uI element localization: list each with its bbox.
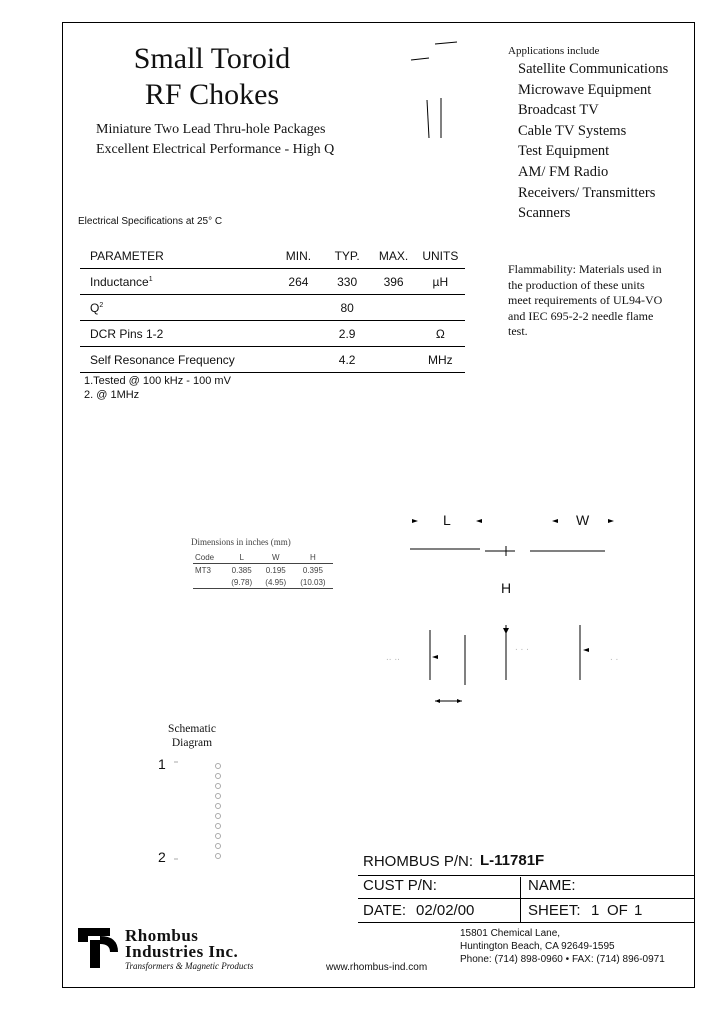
website-link[interactable]: www.rhombus-ind.com xyxy=(326,962,428,973)
flammability-note xyxy=(508,262,662,340)
divider xyxy=(358,898,695,899)
name-label: NAME: xyxy=(528,877,576,894)
subtitle-line-2: Excellent Electrical Performance - High Q xyxy=(96,142,335,157)
width-label: W xyxy=(576,512,590,528)
typ-cell: 4.2 xyxy=(323,347,372,373)
svg-text:. .: . . xyxy=(610,652,619,663)
fax-label: FAX: xyxy=(571,954,594,965)
param-text: DCR Pins 1-2 xyxy=(90,326,164,341)
spec-note-1: 1.Tested @ 100 kHz - 100 mV xyxy=(84,375,231,387)
dims-row xyxy=(193,576,333,589)
max-cell xyxy=(372,321,416,347)
fax-number: (714) 896-0971 xyxy=(596,954,665,965)
param-text: Q xyxy=(90,300,100,315)
table-row xyxy=(80,295,465,321)
header-units: UNITS xyxy=(416,243,465,269)
divider xyxy=(358,922,695,923)
rhombus-pn-value: L-11781F xyxy=(480,852,545,869)
dimension-drawing xyxy=(380,510,640,710)
sheet-number: 1 xyxy=(591,902,600,919)
dims-header-row xyxy=(193,551,333,564)
sheet-total: 1 xyxy=(634,902,643,919)
applications-heading: Applications include xyxy=(508,45,600,57)
typ-cell: 80 xyxy=(340,300,354,315)
dims-w: 0.195 xyxy=(265,565,286,575)
header-max: MAX. xyxy=(372,243,416,269)
typ-cell: 2.9 xyxy=(323,321,372,347)
table-row xyxy=(80,347,465,373)
schematic-title xyxy=(164,722,220,750)
address-line-1: 15801 Chemical Lane, xyxy=(460,928,561,939)
svg-text:.. ..: .. .. xyxy=(386,652,400,663)
contact-line: Phone: (714) 898-0960 • FAX: (714) 896-0971 xyxy=(460,954,665,965)
flammability-line: Flammability: Materials used in xyxy=(508,262,662,276)
units-cell: MHz xyxy=(416,347,465,373)
dimensions-caption: Dimensions in inches (mm) xyxy=(191,537,291,547)
cust-pn-label: CUST P/N: xyxy=(363,877,437,894)
height-label: H xyxy=(501,580,512,596)
specs-caption: Electrical Specifications at 25° C xyxy=(78,216,223,227)
date-label: DATE: xyxy=(363,902,407,919)
application-item: Scanners xyxy=(518,205,571,222)
applications-block xyxy=(508,45,668,224)
phone-label: Phone: xyxy=(460,954,492,965)
max-cell: 396 xyxy=(372,269,416,295)
header-min: MIN. xyxy=(274,243,323,269)
length-label: L xyxy=(443,512,451,528)
min-cell: 264 xyxy=(274,269,323,295)
subtitle-line-1: Miniature Two Lead Thru-hole Packages xyxy=(96,122,326,137)
svg-text:. . .: . . . xyxy=(515,642,529,653)
company-name-2: Industries Inc. xyxy=(125,942,239,961)
param-cell xyxy=(80,295,274,321)
title-line-1: Small Toroid xyxy=(133,42,291,75)
dims-l: 0.385 xyxy=(231,565,252,575)
flammability-line: and IEC 695-2-2 needle flame xyxy=(508,308,654,323)
divider xyxy=(358,875,695,876)
units-cell: µH xyxy=(416,269,465,295)
company-name-1: Rhombus xyxy=(125,926,199,945)
application-item: Receivers/ Transmitters xyxy=(518,184,656,201)
param-cell xyxy=(80,269,274,295)
spec-notes xyxy=(84,374,231,402)
company-address xyxy=(460,927,665,966)
schematic-title-2: Diagram xyxy=(171,737,213,749)
schematic-title-1: Schematic xyxy=(168,723,216,735)
footnote-mark: 2 xyxy=(99,301,104,309)
pin-2-label: 2 xyxy=(158,849,166,865)
table-row xyxy=(80,269,465,295)
application-item: Cable TV Systems xyxy=(518,122,627,139)
min-cell xyxy=(274,321,323,347)
date-value: 02/02/00 xyxy=(416,902,475,919)
header-parameter: PARAMETER xyxy=(80,243,274,269)
application-item: Microwave Equipment xyxy=(518,81,652,98)
dims-row xyxy=(193,564,333,577)
max-cell xyxy=(372,295,416,321)
application-item: Test Equipment xyxy=(518,143,610,160)
sheet-label: SHEET: xyxy=(528,902,581,919)
typ-cell: 330 xyxy=(323,269,372,295)
dimensions-table xyxy=(193,551,333,589)
max-cell xyxy=(372,347,416,373)
subtitle xyxy=(96,120,334,160)
schematic-coil xyxy=(170,756,230,866)
dims-code xyxy=(193,576,225,589)
dims-header-l: L xyxy=(239,552,244,562)
rhombus-logo-icon xyxy=(78,928,122,970)
dims-header-code: Code xyxy=(195,552,215,562)
spec-note-2: 2. @ 1MHz xyxy=(84,389,140,401)
dims-header-w: W xyxy=(271,552,280,562)
application-item: Broadcast TV xyxy=(518,102,599,119)
param-cell xyxy=(80,347,274,373)
dims-header-h: H xyxy=(310,552,316,562)
footnote-mark: 1 xyxy=(148,275,153,283)
application-item: AM/ FM Radio xyxy=(518,163,609,180)
param-text: Self Resonance Frequency xyxy=(90,352,235,367)
dims-code: MT3 xyxy=(195,565,211,575)
flammability-line: meet requirements of UL94-VO xyxy=(508,293,663,307)
flammability-line: the production of these units xyxy=(508,277,645,292)
title-line-2: RF Chokes xyxy=(144,78,280,111)
dims-w: (4.95) xyxy=(265,577,287,587)
min-cell xyxy=(274,347,323,373)
table-row xyxy=(80,321,465,347)
header-typ: TYP. xyxy=(323,243,372,269)
application-item: Satellite Communications xyxy=(518,61,669,77)
dims-h: (10.03) xyxy=(300,577,326,587)
sheet-of: OF xyxy=(607,902,628,919)
units-cell: Ω xyxy=(416,321,465,347)
divider-vertical xyxy=(520,877,521,922)
component-sketch xyxy=(405,38,465,148)
units-cell xyxy=(416,295,465,321)
table-header-row xyxy=(80,243,465,269)
param-text: Inductance xyxy=(90,274,149,289)
phone-number: (714) 898-0960 xyxy=(494,954,563,965)
min-cell xyxy=(274,295,323,321)
address-line-2: Huntington Beach, CA 92649-1595 xyxy=(460,941,615,952)
dims-l: (9.78) xyxy=(231,577,253,587)
flammability-line: test. xyxy=(508,324,528,338)
pin-1-label: 1 xyxy=(158,756,166,772)
specs-table xyxy=(80,243,465,373)
page-title xyxy=(102,43,322,111)
dims-h: 0.395 xyxy=(302,565,323,575)
param-cell xyxy=(80,321,274,347)
company-tagline: Transformers & Magnetic Products xyxy=(125,961,254,971)
rhombus-pn-label: RHOMBUS P/N: xyxy=(363,853,474,870)
